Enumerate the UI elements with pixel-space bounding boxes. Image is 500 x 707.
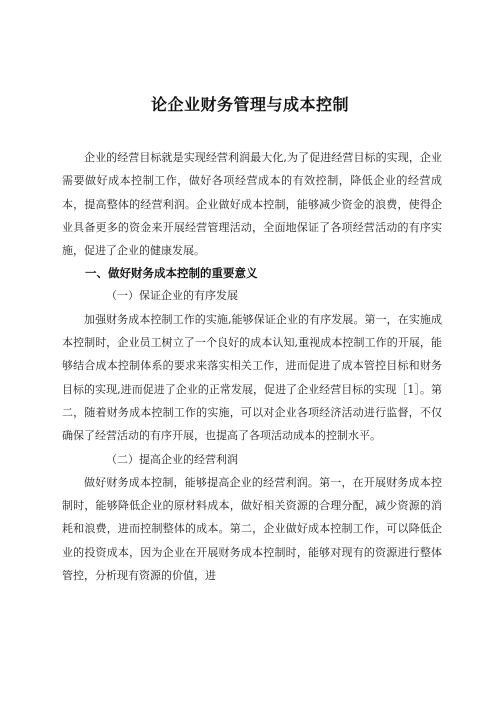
subsection-heading-1: （一）保证企业的有序发展 — [106, 289, 238, 303]
subsection-heading-2: （二）提高企业的经营利润 — [106, 452, 238, 466]
subsection-paragraph-1: 加强财务成本控制工作的实施,能够保证企业的有序发展。第一，在实施成本控制时，企业员工树立了一个良好的成本认知,重视成本控制工作的开展，能够结合成本控制体系的要求来落实相关工作，进而促进了成本管控目标和财务目标的实现,进而促进了企业的正常发展，促进了企业经营目标的实现［1］。第二，随着财务成本控制工作的实施，可以对企业各项经济活动进行监督，不仅确保了经营活动的有序开展，也提高了各项活动成本的控制水平。 — [62, 312, 442, 443]
document-title: 论企业财务管理与成本控制 — [150, 95, 349, 114]
section-heading: 一、做好财务成本控制的重要意义 — [85, 266, 258, 281]
subsection-paragraph-2: 做好财务成本控制，能够提高企业的经营利润。第一，在开展财务成本控制时，能够降低企业的原材料成本，做好相关资源的合理分配，减少资源的消耗和浪费，进而控制整体的成本。第二，企业做好成本控制工作，可以降低企业的投资成本，因为企业在开展财务成本控制时，能够对现有的资源进行整体管控，分析现有资源的价值，进 — [62, 475, 442, 583]
intro-paragraph: 企业的经营目标就是实现经营利润最大化,为了促进经营目标的实现，企业需要做好成本控制工作，做好各项经营成本的有效控制，降低企业的经营成本，提高整体的经营利润。企业做好成本控制，能够减少资金的浪费，使得企业具备更多的资金来开展经营管理活动，全面地保证了各项经营活动的有序实施，促进了企业的健康发展。 — [62, 151, 442, 258]
document-body — [62, 146, 442, 587]
